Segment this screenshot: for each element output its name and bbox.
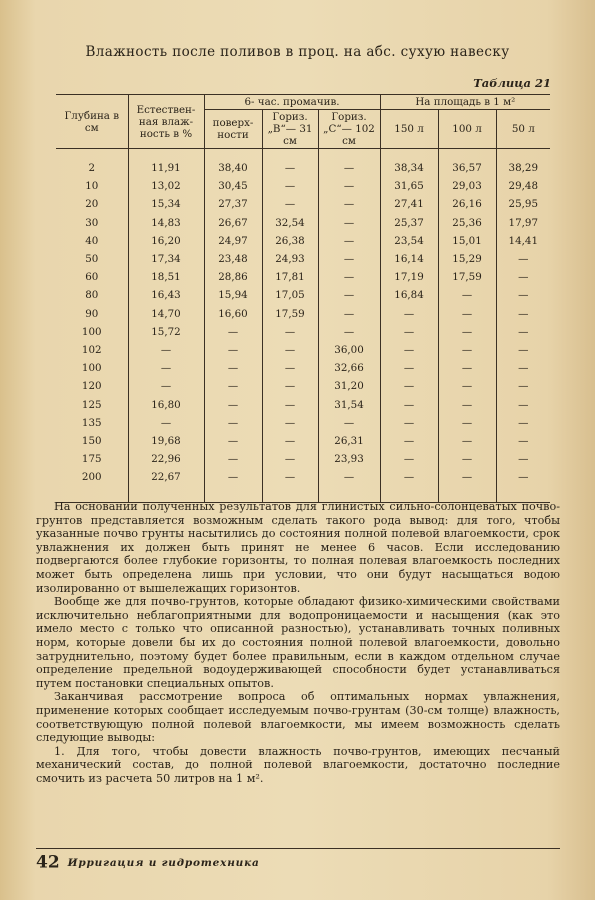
table-cell: 16,60 bbox=[204, 305, 262, 323]
table-cell: 28,86 bbox=[204, 268, 262, 286]
table-cell: — bbox=[318, 250, 380, 268]
table-cell: — bbox=[496, 305, 550, 323]
table-row bbox=[56, 177, 550, 195]
header-horizon-b: Гориз. „В“— 31 см bbox=[262, 110, 318, 149]
table-cell: — bbox=[204, 432, 262, 450]
table-cell: 29,03 bbox=[438, 177, 496, 195]
paragraph: Вообще же для почво-грунтов, которые обладают физико-химическими свойствами исключительно неблагоприятными для водопроницаемости и насыщения (как это имело место с только что описанной разностью), устанавливать точных поливных норм, которые довели бы их до состояния полной полевой влагоемкости, довольно затруднительно, поэтому будет более правильным, если в каждом отдельном случае определение предельной водоудерживающей способности будет устанавливаться путем постановки специальных опытов. bbox=[36, 595, 560, 690]
table-cell: — bbox=[318, 323, 380, 341]
table-cell: 16,80 bbox=[128, 395, 204, 413]
table-cell: — bbox=[438, 341, 496, 359]
table-cell: 27,41 bbox=[380, 195, 438, 213]
table-cell: 20 bbox=[56, 195, 128, 213]
table-cell: 31,54 bbox=[318, 395, 380, 413]
table-cell: 16,14 bbox=[380, 250, 438, 268]
table-row bbox=[56, 305, 550, 323]
table-cell: — bbox=[380, 305, 438, 323]
table-cell: — bbox=[128, 377, 204, 395]
table-cell: — bbox=[204, 377, 262, 395]
header-surface: поверх- ности bbox=[204, 110, 262, 149]
table-cell: 36,57 bbox=[438, 149, 496, 178]
table-cell: — bbox=[380, 432, 438, 450]
table-cell: — bbox=[496, 414, 550, 432]
table-cell: 22,67 bbox=[128, 468, 204, 503]
table-cell: — bbox=[438, 305, 496, 323]
table-cell: 23,54 bbox=[380, 232, 438, 250]
table-cell: 175 bbox=[56, 450, 128, 468]
table-row bbox=[56, 377, 550, 395]
table-cell: 15,94 bbox=[204, 286, 262, 304]
table-cell: — bbox=[204, 450, 262, 468]
table-row bbox=[56, 195, 550, 213]
table-cell: — bbox=[318, 414, 380, 432]
table-cell: 38,34 bbox=[380, 149, 438, 178]
table-cell: — bbox=[380, 468, 438, 503]
table-cell: 30,45 bbox=[204, 177, 262, 195]
table-cell: 200 bbox=[56, 468, 128, 503]
table-cell: — bbox=[496, 468, 550, 503]
table-cell: 60 bbox=[56, 268, 128, 286]
table-cell: 17,59 bbox=[262, 305, 318, 323]
paragraph: Заканчивая рассмотрение вопроса об оптимальных нормах увлажнения, применение которых сообщает исследуемым почво-грунтам (30-см толще) влажность, соответствующую полной полевой влагоемкости, мы имеем возможность сделать следующие выводы: bbox=[36, 690, 560, 745]
table-cell: 14,70 bbox=[128, 305, 204, 323]
table-cell: 15,34 bbox=[128, 195, 204, 213]
table-cell: — bbox=[128, 414, 204, 432]
table-row bbox=[56, 432, 550, 450]
table-body bbox=[56, 149, 550, 503]
table-cell: — bbox=[262, 395, 318, 413]
table-cell: — bbox=[438, 450, 496, 468]
table-cell: — bbox=[262, 432, 318, 450]
table-cell: 90 bbox=[56, 305, 128, 323]
table-cell: — bbox=[496, 250, 550, 268]
header-150-l: 150 л bbox=[380, 110, 438, 149]
table-cell: — bbox=[318, 177, 380, 195]
table-cell: 22,96 bbox=[128, 450, 204, 468]
table-cell: — bbox=[496, 432, 550, 450]
table-cell: — bbox=[438, 359, 496, 377]
table-cell: 17,97 bbox=[496, 214, 550, 232]
table-row bbox=[56, 149, 550, 178]
table-cell: 26,16 bbox=[438, 195, 496, 213]
table-cell: — bbox=[262, 450, 318, 468]
table-cell: 26,31 bbox=[318, 432, 380, 450]
table-cell: 31,65 bbox=[380, 177, 438, 195]
table-cell: 17,81 bbox=[262, 268, 318, 286]
table-cell: — bbox=[318, 214, 380, 232]
header-100-l: 100 л bbox=[438, 110, 496, 149]
table-cell: — bbox=[204, 414, 262, 432]
table-cell: 17,34 bbox=[128, 250, 204, 268]
table-cell: 25,36 bbox=[438, 214, 496, 232]
table-cell: 50 bbox=[56, 250, 128, 268]
table-number: Таблица 21 bbox=[473, 76, 551, 90]
table-cell: 135 bbox=[56, 414, 128, 432]
header-area-group: На площадь в 1 м² bbox=[380, 95, 550, 110]
table-cell: — bbox=[380, 359, 438, 377]
table-cell: — bbox=[204, 395, 262, 413]
table-cell: 17,19 bbox=[380, 268, 438, 286]
table-row bbox=[56, 214, 550, 232]
table-cell: — bbox=[380, 323, 438, 341]
table-cell: 25,95 bbox=[496, 195, 550, 213]
table-cell: 30 bbox=[56, 214, 128, 232]
table-cell: — bbox=[204, 323, 262, 341]
table-cell: 15,72 bbox=[128, 323, 204, 341]
table-cell: — bbox=[262, 414, 318, 432]
header-natural-moisture: Естествен- ная влаж- ность в % bbox=[128, 95, 204, 149]
table-title: Влажность после поливов в проц. на абс. сухую навеску bbox=[85, 44, 510, 60]
table-cell: — bbox=[262, 341, 318, 359]
table-cell: — bbox=[318, 268, 380, 286]
table-cell: — bbox=[438, 323, 496, 341]
table-cell: — bbox=[496, 450, 550, 468]
table-cell: — bbox=[438, 286, 496, 304]
table-cell: 16,20 bbox=[128, 232, 204, 250]
header-depth: Глубина в см bbox=[56, 95, 128, 149]
table-cell: 14,41 bbox=[496, 232, 550, 250]
page-footer bbox=[36, 848, 560, 873]
table-cell: — bbox=[438, 395, 496, 413]
humidity-table bbox=[56, 94, 550, 503]
table-row bbox=[56, 341, 550, 359]
page-number: 42 bbox=[36, 852, 60, 873]
table-cell: 24,97 bbox=[204, 232, 262, 250]
table-row bbox=[56, 268, 550, 286]
table-cell: 25,37 bbox=[380, 214, 438, 232]
table-cell: — bbox=[204, 359, 262, 377]
table-cell: — bbox=[128, 359, 204, 377]
table-cell: 32,66 bbox=[318, 359, 380, 377]
table-cell: 38,29 bbox=[496, 149, 550, 178]
table-cell: — bbox=[380, 450, 438, 468]
table-cell: 2 bbox=[56, 149, 128, 178]
table-cell: — bbox=[438, 377, 496, 395]
table-cell: — bbox=[496, 323, 550, 341]
table-cell: 26,38 bbox=[262, 232, 318, 250]
table-cell: 29,48 bbox=[496, 177, 550, 195]
table-cell: 15,29 bbox=[438, 250, 496, 268]
table-cell: 100 bbox=[56, 359, 128, 377]
table-cell: — bbox=[262, 468, 318, 503]
table-cell: 17,05 bbox=[262, 286, 318, 304]
table-cell: — bbox=[204, 468, 262, 503]
table-cell: — bbox=[318, 149, 380, 178]
table-cell: — bbox=[318, 195, 380, 213]
table-cell: 16,43 bbox=[128, 286, 204, 304]
table-cell: — bbox=[262, 177, 318, 195]
table-cell: — bbox=[380, 395, 438, 413]
table-cell: — bbox=[318, 305, 380, 323]
table-cell: 32,54 bbox=[262, 214, 318, 232]
table-row bbox=[56, 232, 550, 250]
table-cell: 17,59 bbox=[438, 268, 496, 286]
table-cell: 80 bbox=[56, 286, 128, 304]
header-50-l: 50 л bbox=[496, 110, 550, 149]
table-cell: 31,20 bbox=[318, 377, 380, 395]
table-cell: 14,83 bbox=[128, 214, 204, 232]
table-cell: 15,01 bbox=[438, 232, 496, 250]
table-row bbox=[56, 414, 550, 432]
header-soak-group: 6- час. промачив. bbox=[204, 95, 380, 110]
body-text bbox=[36, 500, 560, 785]
table-cell: 24,93 bbox=[262, 250, 318, 268]
journal-title: Ирригация и гидротехника bbox=[67, 856, 260, 869]
paragraph: На основании полученных результатов для глинистых сильно-солонцеватых почво-грунтов представляется возможным сделать такого рода вывод: для того, чтобы указанные почво грунты насытились до состояния полной полевой влагоемкости, срок увлажнения их должен быть принят не менее 6 часов. Если исследованию подвергаются более глубокие горизонты, то полная полевая влагоемкость последних может быть определена лишь при условии, что они будут насыщаться водою изолированно от вышележащих горизонтов. bbox=[36, 500, 560, 595]
table-cell: 16,84 bbox=[380, 286, 438, 304]
table-row bbox=[56, 395, 550, 413]
table-cell: 38,40 bbox=[204, 149, 262, 178]
table-cell: — bbox=[262, 195, 318, 213]
table-cell: — bbox=[262, 149, 318, 178]
table-cell: — bbox=[496, 268, 550, 286]
table-cell: 102 bbox=[56, 341, 128, 359]
table-cell: — bbox=[204, 341, 262, 359]
table-cell: 150 bbox=[56, 432, 128, 450]
table-cell: — bbox=[318, 468, 380, 503]
table-cell: — bbox=[438, 468, 496, 503]
table-cell: 13,02 bbox=[128, 177, 204, 195]
table-row bbox=[56, 468, 550, 503]
table-cell: — bbox=[318, 286, 380, 304]
table-cell: 40 bbox=[56, 232, 128, 250]
header-horizon-c: Гориз. „С“— 102 см bbox=[318, 110, 380, 149]
table-cell: 10 bbox=[56, 177, 128, 195]
table-row bbox=[56, 359, 550, 377]
table-cell: 23,93 bbox=[318, 450, 380, 468]
table-cell: 36,00 bbox=[318, 341, 380, 359]
table-cell: 100 bbox=[56, 323, 128, 341]
table-cell: — bbox=[262, 359, 318, 377]
table-cell: 18,51 bbox=[128, 268, 204, 286]
table-cell: — bbox=[496, 395, 550, 413]
table-cell: — bbox=[380, 377, 438, 395]
table-cell: — bbox=[438, 432, 496, 450]
table-cell: — bbox=[262, 377, 318, 395]
table-row bbox=[56, 323, 550, 341]
table-cell: — bbox=[128, 341, 204, 359]
table-cell: — bbox=[262, 323, 318, 341]
table-cell: — bbox=[380, 414, 438, 432]
table-cell: 125 bbox=[56, 395, 128, 413]
table-cell: 120 bbox=[56, 377, 128, 395]
table-row bbox=[56, 286, 550, 304]
table-cell: — bbox=[496, 377, 550, 395]
table-cell: 19,68 bbox=[128, 432, 204, 450]
table-cell: — bbox=[496, 286, 550, 304]
paragraph: 1. Для того, чтобы довести влажность почво-грунтов, имеющих песчаный механический состав, до полной полевой влагоемкости, достаточно последние смочить из расчета 50 литров на 1 м². bbox=[36, 744, 560, 785]
table-cell: 27,37 bbox=[204, 195, 262, 213]
table-cell: — bbox=[496, 359, 550, 377]
table-cell: 23,48 bbox=[204, 250, 262, 268]
table-cell: — bbox=[496, 341, 550, 359]
table-cell: 26,67 bbox=[204, 214, 262, 232]
table-row bbox=[56, 250, 550, 268]
table-cell: 11,91 bbox=[128, 149, 204, 178]
table-row bbox=[56, 450, 550, 468]
table-cell: — bbox=[380, 341, 438, 359]
table-cell: — bbox=[438, 414, 496, 432]
table-cell: — bbox=[318, 232, 380, 250]
